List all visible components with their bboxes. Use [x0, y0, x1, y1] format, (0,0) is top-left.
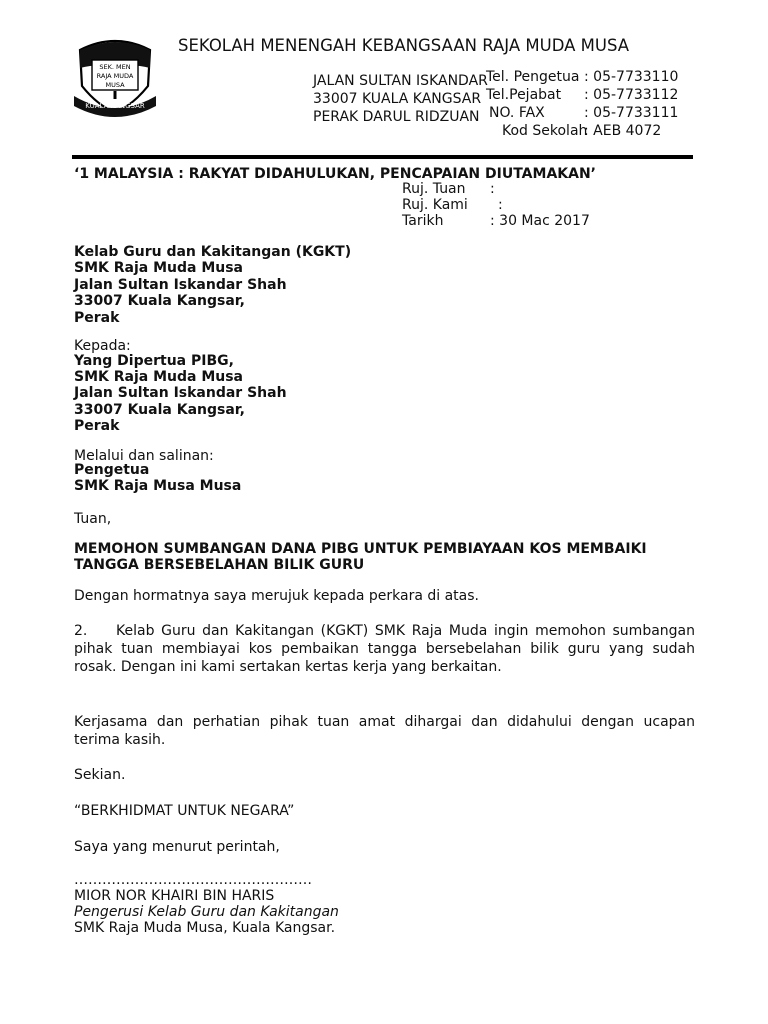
school-crest-icon [70, 36, 160, 118]
recipient-line: SMK Raja Muda Musa [74, 369, 244, 386]
via-line: SMK Raja Musa Musa [74, 478, 242, 494]
reference-block [402, 181, 590, 229]
ref-line [402, 213, 590, 229]
motto: ‘1 MALAYSIA : RAKYAT DIDAHULUKAN, PENCAPAIAN DIUTAMAKAN’ [74, 166, 596, 182]
signatory-title: Pengerusi Kelab Guru dan Kakitangan [74, 904, 339, 920]
recipient-line: Perak [74, 417, 120, 434]
contact-label: Kod Sekolah [502, 123, 588, 139]
ref-label: Ruj. Kami [402, 197, 468, 213]
school-address [313, 72, 488, 126]
thanks-line: terima kasih. [74, 732, 166, 748]
contact-label: NO. FAX [489, 105, 545, 121]
opening-paragraph: Dengan hormatnya saya merujuk kepada perkara di atas. [74, 588, 479, 604]
sender-address [74, 244, 695, 326]
recipient-line: Jalan Sultan Iskandar Shah [74, 385, 287, 402]
recipient-address [74, 353, 695, 434]
via-address [74, 462, 695, 494]
contact-value: : 05-7733112 [584, 87, 679, 103]
recipient-line: 33007 Kuala Kangsar, [74, 401, 245, 418]
sender-line: Jalan Sultan Iskandar Shah [74, 276, 287, 293]
para2-line [74, 622, 695, 640]
slogan: “BERKHIDMAT UNTUK NEGARA” [74, 803, 295, 819]
signature-line: …………………………………………… [74, 872, 312, 888]
contact-line [486, 86, 678, 104]
contact-value: : AEB 4072 [584, 123, 662, 139]
address-line: JALAN SULTAN ISKANDAR [313, 73, 488, 89]
address-line: PERAK DARUL RIDZUAN [313, 109, 480, 125]
subject [74, 541, 695, 573]
para2-line: rosak. Dengan ini kami sertakan kertas kerja yang berkaitan. [74, 659, 502, 675]
subject-line: TANGGA BERSEBELAHAN BILIK GURU [74, 557, 365, 573]
recipient-label: Kepada: [74, 338, 131, 354]
crest-banner-text: KUALA KANGSAR [85, 102, 145, 110]
school-name: SEKOLAH MENENGAH KEBANGSAAN RAJA MUDA MUSA [178, 36, 630, 55]
header-divider [72, 155, 693, 159]
sender-line: 33007 Kuala Kangsar, [74, 293, 245, 310]
contact-line [486, 122, 678, 140]
salutation: Tuan, [74, 511, 112, 527]
contact-value: : 05-7733110 [584, 69, 679, 85]
crest-text-2: RAJA MUDA [96, 72, 134, 80]
closing: Sekian. [74, 767, 126, 783]
sign-off: Saya yang menurut perintah, [74, 839, 280, 855]
ref-value: : [498, 197, 503, 213]
paragraph-number: 2. [74, 623, 88, 639]
ref-label: Ruj. Tuan [402, 181, 466, 197]
contact-block [486, 68, 678, 140]
ref-line [402, 181, 590, 197]
contact-value: : 05-7733111 [584, 105, 679, 121]
recipient-line: Yang Dipertua PIBG, [74, 353, 234, 369]
contact-line [486, 104, 678, 122]
paragraph-2 [74, 622, 695, 676]
ref-label: Tarikh [402, 213, 444, 229]
thanks-paragraph [74, 713, 695, 749]
para2-text: Kelab Guru dan Kakitangan (KGKT) SMK Raja Muda ingin memohon sumbangan [116, 623, 695, 639]
date-value: : 30 Mac 2017 [490, 213, 590, 229]
sender-line: SMK Raja Muda Musa [74, 260, 244, 277]
signature-block [74, 872, 695, 936]
sender-line: Kelab Guru dan Kakitangan (KGKT) [74, 244, 352, 260]
via-label: Melalui dan salinan: [74, 448, 214, 464]
contact-label: Tel.Pejabat [486, 87, 562, 103]
ref-line [402, 197, 590, 213]
via-line: Pengetua [74, 462, 150, 478]
subject-line: MEMOHON SUMBANGAN DANA PIBG UNTUK PEMBIAYAAN KOS MEMBAIKI [74, 541, 647, 557]
crest-text-3: MUSA [105, 81, 125, 89]
contact-label: Tel. Pengetua [486, 69, 580, 85]
signatory-name: MIOR NOR KHAIRI BIN HARIS [74, 888, 275, 904]
crest-text-1: SEK. MEN [99, 63, 131, 71]
ref-value: : [490, 181, 495, 197]
para2-line: pihak tuan membiayai kos pembaikan tangga bersebelahan bilik guru yang sudah [74, 641, 695, 657]
contact-line [486, 68, 678, 86]
address-line: 33007 KUALA KANGSAR [313, 91, 482, 107]
sender-line: Perak [74, 309, 120, 326]
thanks-line: Kerjasama dan perhatian pihak tuan amat dihargai dan didahului dengan ucapan [74, 714, 695, 730]
signatory-org: SMK Raja Muda Musa, Kuala Kangsar. [74, 920, 336, 936]
